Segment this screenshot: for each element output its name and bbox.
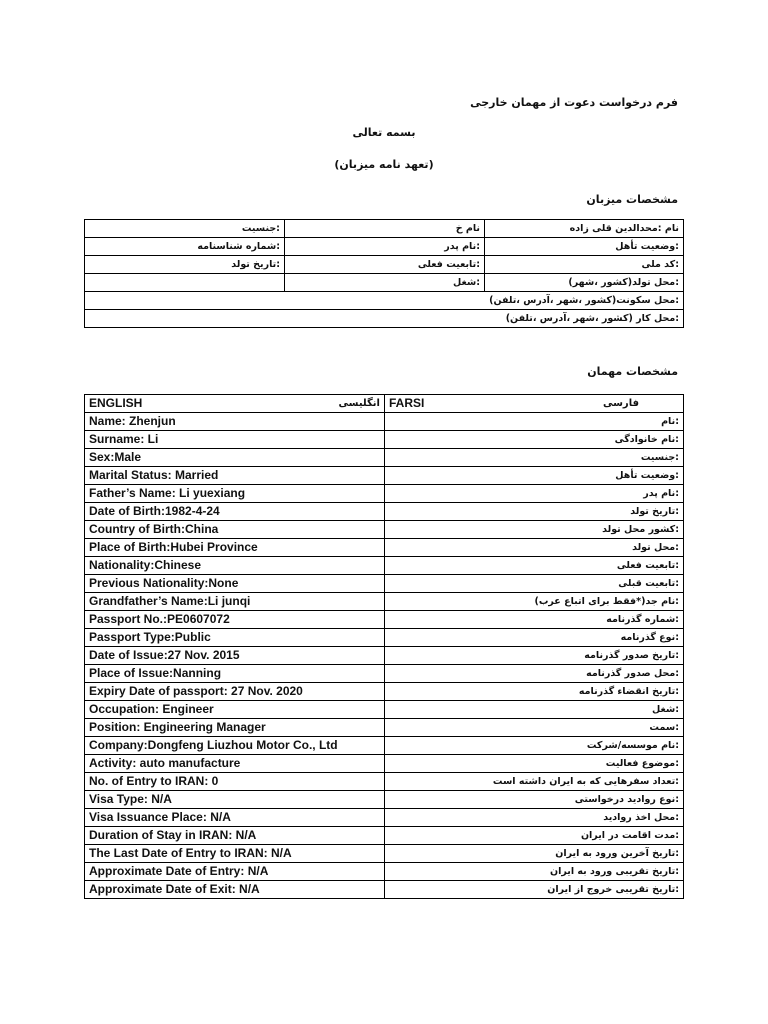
guest-row bbox=[85, 737, 684, 755]
guest-row bbox=[85, 431, 684, 449]
guest-english-cell: Sex:Male bbox=[85, 449, 385, 467]
guest-farsi-cell: :تاریخ تقریبی خروج از ایران bbox=[385, 881, 684, 899]
guest-farsi-cell: :نام موسسه/شرکت bbox=[385, 737, 684, 755]
guest-english-cell: Nationality:Chinese bbox=[85, 557, 385, 575]
guest-farsi-cell: :محل صدور گذرنامه bbox=[385, 665, 684, 683]
guest-english-cell: Surname: Li bbox=[85, 431, 385, 449]
guest-english-cell: Visa Type: N/A bbox=[85, 791, 385, 809]
farsi-label-farsi: فارسی bbox=[602, 398, 639, 409]
form-title: فرم درخواست دعوت از مهمان خارجی bbox=[470, 96, 678, 109]
guest-farsi-cell: :سمت bbox=[385, 719, 684, 737]
guest-farsi-cell: :موضوع فعالیت bbox=[385, 755, 684, 773]
guest-english-cell: Country of Birth:China bbox=[85, 521, 385, 539]
guest-english-cell: Date of Birth:1982-4-24 bbox=[85, 503, 385, 521]
host-cell-full: :محل سکونت(کشور ،شهر ،آدرس ،تلفن) bbox=[85, 292, 684, 310]
guest-farsi-cell: :تعداد سفرهایی که به ایران داشته است bbox=[385, 773, 684, 791]
host-row bbox=[85, 220, 684, 238]
host-cell: :محل تولد(کشور ،شهر) bbox=[485, 274, 684, 292]
english-label: ENGLISH bbox=[89, 396, 143, 410]
host-cell: :کد ملی bbox=[485, 256, 684, 274]
guest-header-row bbox=[85, 395, 684, 413]
host-cell-full: :محل کار (کشور ،شهر ،آدرس ،تلفن) bbox=[85, 310, 684, 328]
host-row bbox=[85, 310, 684, 328]
guest-row bbox=[85, 503, 684, 521]
guest-farsi-cell: :نوع گذرنامه bbox=[385, 629, 684, 647]
guest-farsi-cell: :شماره گذرنامه bbox=[385, 611, 684, 629]
guest-row bbox=[85, 719, 684, 737]
guest-row bbox=[85, 647, 684, 665]
guest-farsi-cell: :تابعیت قبلی bbox=[385, 575, 684, 593]
guest-farsi-cell: :نام پدر bbox=[385, 485, 684, 503]
guest-farsi-cell: :تاریخ انقضاء گذرنامه bbox=[385, 683, 684, 701]
host-cell: :وضعیت تأهل bbox=[485, 238, 684, 256]
guest-row bbox=[85, 683, 684, 701]
guest-english-cell: Activity: auto manufacture bbox=[85, 755, 385, 773]
guest-english-cell: Passport Type:Public bbox=[85, 629, 385, 647]
guest-english-cell: Marital Status: Married bbox=[85, 467, 385, 485]
farsi-column-header bbox=[385, 395, 684, 413]
host-row bbox=[85, 256, 684, 274]
guest-farsi-cell: :تاریخ صدور گذرنامه bbox=[385, 647, 684, 665]
guest-row bbox=[85, 485, 684, 503]
form-subtitle: (تعهد نامه میزبان) bbox=[334, 158, 434, 171]
guest-english-cell: Grandfather’s Name:Li junqi bbox=[85, 593, 385, 611]
guest-row bbox=[85, 755, 684, 773]
guest-farsi-cell: :شغل bbox=[385, 701, 684, 719]
guest-english-cell: Previous Nationality:None bbox=[85, 575, 385, 593]
guest-english-cell: Place of Issue:Nanning bbox=[85, 665, 385, 683]
guest-farsi-cell: :تاریخ آخرین ورود به ایران bbox=[385, 845, 684, 863]
host-cell: :تابعیت فعلی bbox=[285, 256, 485, 274]
host-cell: :تاریخ تولد bbox=[85, 256, 285, 274]
guest-english-cell: No. of Entry to IRAN: 0 bbox=[85, 773, 385, 791]
host-cell bbox=[85, 274, 285, 292]
guest-row bbox=[85, 827, 684, 845]
guest-info-table bbox=[84, 394, 684, 899]
guest-farsi-cell: :نام جد(*فقط برای اتباع عرب) bbox=[385, 593, 684, 611]
host-cell: نام خ bbox=[285, 220, 485, 238]
guest-row bbox=[85, 863, 684, 881]
host-info-table bbox=[84, 219, 684, 328]
guest-row bbox=[85, 467, 684, 485]
guest-row bbox=[85, 809, 684, 827]
guest-english-cell: Approximate Date of Entry: N/A bbox=[85, 863, 385, 881]
guest-row bbox=[85, 611, 684, 629]
guest-farsi-cell: :وضعیت تأهل bbox=[385, 467, 684, 485]
farsi-label: FARSI bbox=[389, 396, 425, 410]
guest-english-cell: Occupation: Engineer bbox=[85, 701, 385, 719]
guest-row bbox=[85, 593, 684, 611]
host-row bbox=[85, 292, 684, 310]
guest-row bbox=[85, 557, 684, 575]
guest-row bbox=[85, 773, 684, 791]
guest-row bbox=[85, 701, 684, 719]
host-cell: :شغل bbox=[285, 274, 485, 292]
guest-farsi-cell: :نوع روادید درخواستی bbox=[385, 791, 684, 809]
host-cell: :نام پدر bbox=[285, 238, 485, 256]
guest-english-cell: Expiry Date of passport: 27 Nov. 2020 bbox=[85, 683, 385, 701]
guest-english-cell: Name: Zhenjun bbox=[85, 413, 385, 431]
host-cell: :جنسیت bbox=[85, 220, 285, 238]
guest-farsi-cell: :مدت اقامت در ایران bbox=[385, 827, 684, 845]
guest-row bbox=[85, 449, 684, 467]
guest-farsi-cell: :نام خانوادگی bbox=[385, 431, 684, 449]
english-column-header bbox=[85, 395, 385, 413]
guest-english-cell: The Last Date of Entry to IRAN: N/A bbox=[85, 845, 385, 863]
guest-row bbox=[85, 413, 684, 431]
host-row bbox=[85, 238, 684, 256]
guest-row bbox=[85, 791, 684, 809]
guest-farsi-cell: :کشور محل تولد bbox=[385, 521, 684, 539]
host-row bbox=[85, 274, 684, 292]
guest-farsi-cell: :محل اخذ روادید bbox=[385, 809, 684, 827]
guest-english-cell: Approximate Date of Exit: N/A bbox=[85, 881, 385, 899]
guest-row bbox=[85, 845, 684, 863]
guest-english-cell: Place of Birth:Hubei Province bbox=[85, 539, 385, 557]
guest-english-cell: Company:Dongfeng Liuzhou Motor Co., Ltd bbox=[85, 737, 385, 755]
basmala: بسمه تعالی bbox=[352, 126, 416, 139]
host-cell: نام :محدالدین قلی زاده bbox=[485, 220, 684, 238]
guest-english-cell: Visa Issuance Place: N/A bbox=[85, 809, 385, 827]
guest-english-cell: Position: Engineering Manager bbox=[85, 719, 385, 737]
guest-row bbox=[85, 629, 684, 647]
host-cell: :شماره شناسنامه bbox=[85, 238, 285, 256]
english-label-farsi: انگلیسی bbox=[338, 398, 380, 409]
guest-english-cell: Passport No.:PE0607072 bbox=[85, 611, 385, 629]
host-section-title: مشخصات میزبان bbox=[586, 193, 678, 206]
guest-section-title: مشخصات مهمان bbox=[587, 365, 678, 378]
guest-english-cell: Duration of Stay in IRAN: N/A bbox=[85, 827, 385, 845]
guest-farsi-cell: :نام bbox=[385, 413, 684, 431]
guest-row bbox=[85, 881, 684, 899]
guest-farsi-cell: :تاریخ تقریبی ورود به ایران bbox=[385, 863, 684, 881]
guest-row bbox=[85, 521, 684, 539]
guest-row bbox=[85, 539, 684, 557]
guest-farsi-cell: :تاریخ تولد bbox=[385, 503, 684, 521]
guest-row bbox=[85, 665, 684, 683]
guest-farsi-cell: :تابعیت فعلی bbox=[385, 557, 684, 575]
guest-row bbox=[85, 575, 684, 593]
guest-farsi-cell: :محل تولد bbox=[385, 539, 684, 557]
guest-farsi-cell: :جنسیت bbox=[385, 449, 684, 467]
guest-english-cell: Father’s Name: Li yuexiang bbox=[85, 485, 385, 503]
guest-english-cell: Date of Issue:27 Nov. 2015 bbox=[85, 647, 385, 665]
